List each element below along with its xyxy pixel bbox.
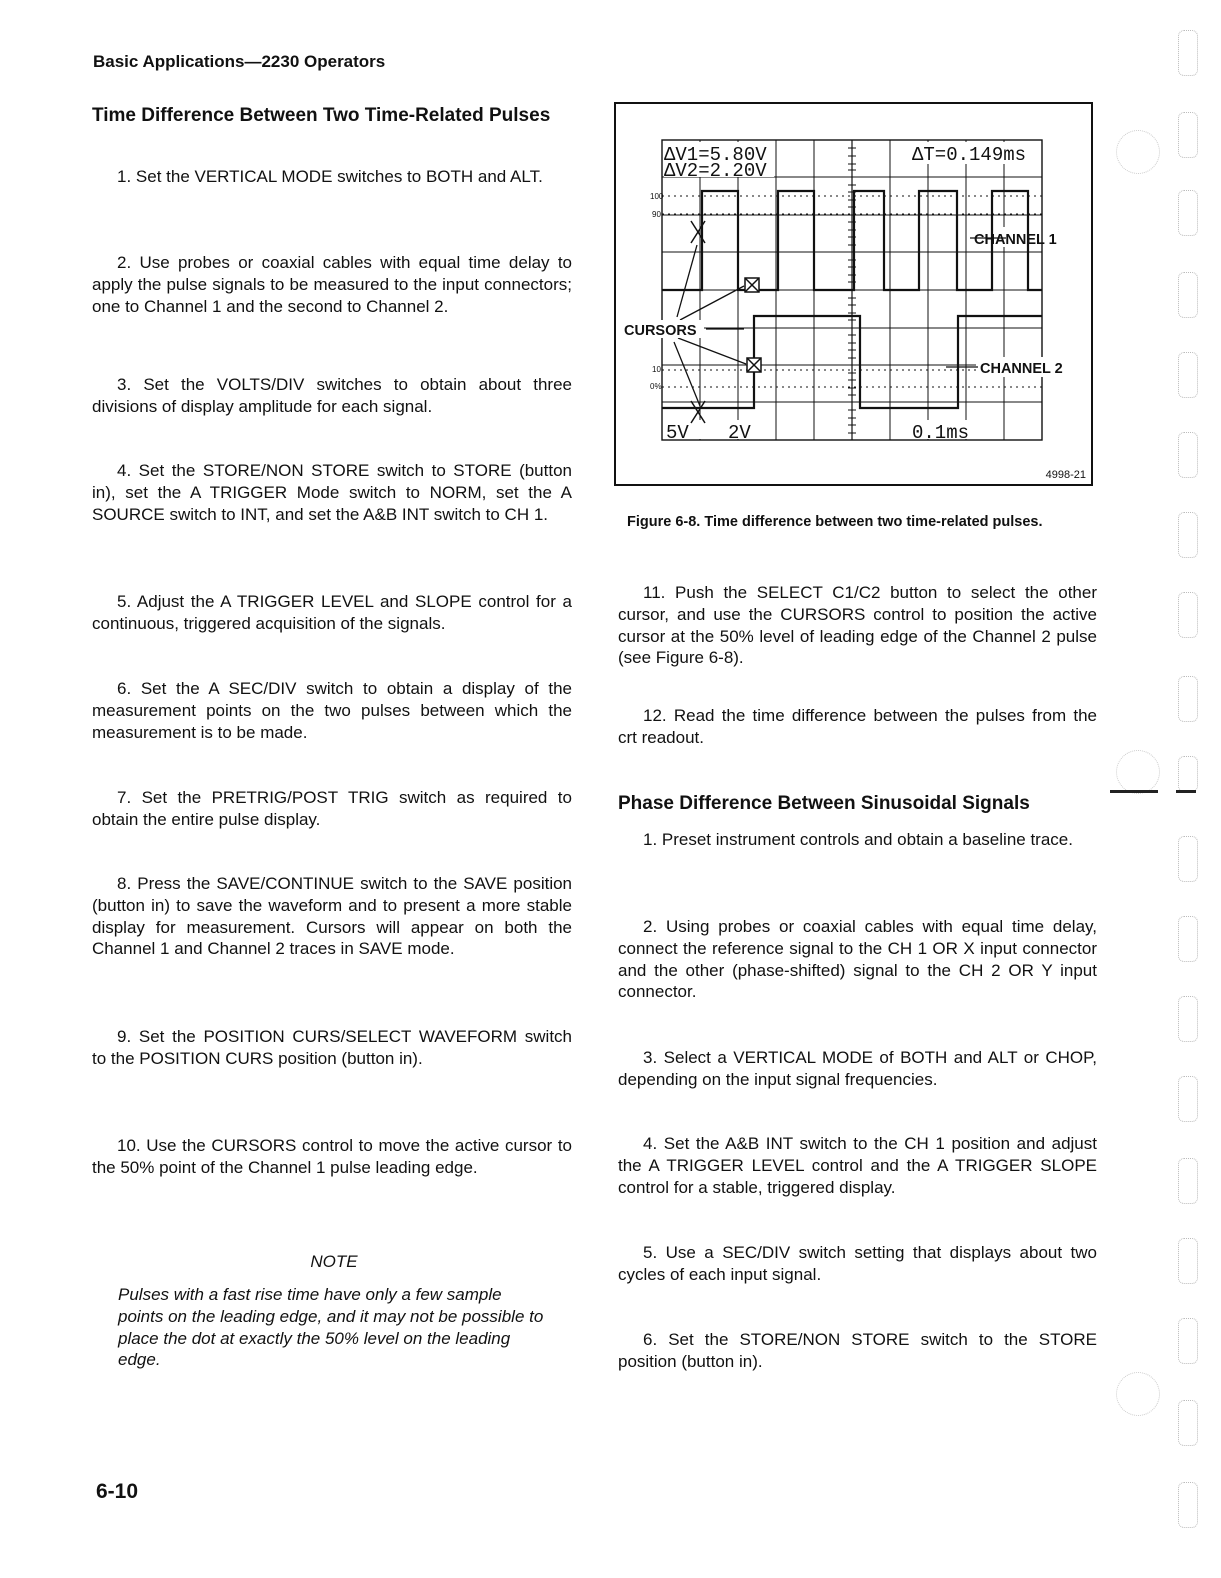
label-cursors: CURSORS xyxy=(624,323,697,339)
readout-time-per-div: 0.1ms xyxy=(912,422,970,444)
section-title-time-difference: Time Difference Between Two Time-Related Pulses xyxy=(92,105,551,126)
right-phase-step-4: 4. Set the A&B INT switch to the CH 1 position and adjust the A TRIGGER LEVEL control and the A TRIGGER SLOPE control for a stable, triggered display. xyxy=(618,1134,1097,1197)
label-channel-2: CHANNEL 2 xyxy=(980,361,1063,377)
readout-delta-v1: ΔV1=5.80V xyxy=(664,144,767,166)
right-phase-step-2: 2. Using probes or coaxial cables with equal time delay, connect the reference signal to the CH 1 OR X input connector and the other (phase-shifted) signal to the CH 2 OR Y input connector. xyxy=(618,917,1097,1002)
label-channel-1: CHANNEL 1 xyxy=(974,232,1057,248)
right-step-12: 12. Read the time difference between the pulses from the crt readout. xyxy=(618,706,1097,747)
section-title-phase-difference: Phase Difference Between Sinusoidal Signals xyxy=(618,793,1030,814)
graticule-label-10: 10 xyxy=(652,365,661,374)
left-step-8: 8. Press the SAVE/CONTINUE switch to the SAVE position (button in) to save the waveform and to present a more stable display for measurement. Cursors will appear on both the Channel 1 and Channel 2 traces in SAVE mode. xyxy=(92,874,572,959)
right-step-11: 11. Push the SELECT C1/C2 button to select the other cursor, and use the CURSORS control to position the active cursor at the 50% level of leading edge of the Channel 2 pulse (see Figure 6-8). xyxy=(618,583,1097,668)
left-step-3: 3. Set the VOLTS/DIV switches to obtain about three divisions of display amplitude for each signal. xyxy=(92,375,572,416)
figure-caption: Figure 6-8. Time difference between two time-related pulses. xyxy=(627,514,1043,530)
figure-code: 4998-21 xyxy=(1045,469,1086,481)
readout-delta-v2: ΔV2=2.20V xyxy=(664,160,767,182)
graticule-label-90: 90 xyxy=(652,210,661,219)
right-phase-step-6: 6. Set the STORE/NON STORE switch to the STORE position (button in). xyxy=(618,1330,1097,1371)
left-step-9: 9. Set the POSITION CURS/SELECT WAVEFORM switch to the POSITION CURS position (button in). xyxy=(92,1027,572,1068)
readout-delta-t: ΔT=0.149ms xyxy=(912,144,1027,166)
note-body: Pulses with a fast rise time have only a few sample points on the leading edge, and it may not be possible to place the dot at exactly the 50% level on the leading edge. xyxy=(118,1285,544,1370)
left-step-6: 6. Set the A SEC/DIV switch to obtain a display of the measurement points on the two pulses between which the measurement is to be made. xyxy=(92,679,572,742)
page-number: 6-10 xyxy=(96,1480,139,1503)
readout-ch1-volts: 5V xyxy=(666,422,689,444)
right-phase-step-3: 3. Select a VERTICAL MODE of BOTH and ALT or CHOP, depending on the input signal frequencies. xyxy=(618,1048,1097,1089)
left-step-5: 5. Adjust the A TRIGGER LEVEL and SLOPE control for a continuous, triggered acquisition of the signals. xyxy=(92,592,572,633)
graticule-label-100: 100 xyxy=(650,192,664,201)
graticule-label-0: 0% xyxy=(650,382,662,391)
left-step-1: 1. Set the VERTICAL MODE switches to BOTH and ALT. xyxy=(117,167,543,186)
right-phase-step-1: 1. Preset instrument controls and obtain a baseline trace. xyxy=(643,830,1073,849)
oscilloscope-figure xyxy=(614,102,1093,486)
running-header: Basic Applications—2230 Operators xyxy=(93,52,386,71)
note-title: NOTE xyxy=(310,1252,358,1271)
right-phase-step-5: 5. Use a SEC/DIV switch setting that displays about two cycles of each input signal. xyxy=(618,1243,1097,1284)
left-step-2: 2. Use probes or coaxial cables with equal time delay to apply the pulse signals to be measured to the input connectors; one to Channel 1 and the second to Channel 2. xyxy=(92,253,572,316)
left-step-10: 10. Use the CURSORS control to move the active cursor to the 50% point of the Channel 1 pulse leading edge. xyxy=(92,1136,572,1177)
readout-ch2-volts: 2V xyxy=(728,422,751,444)
left-step-4: 4. Set the STORE/NON STORE switch to STORE (button in), set the A TRIGGER Mode switch to NORM, set the A SOURCE switch to INT, and set the A&B INT switch to CH 1. xyxy=(92,461,572,524)
left-step-7: 7. Set the PRETRIG/POST TRIG switch as required to obtain the entire pulse display. xyxy=(92,788,572,829)
